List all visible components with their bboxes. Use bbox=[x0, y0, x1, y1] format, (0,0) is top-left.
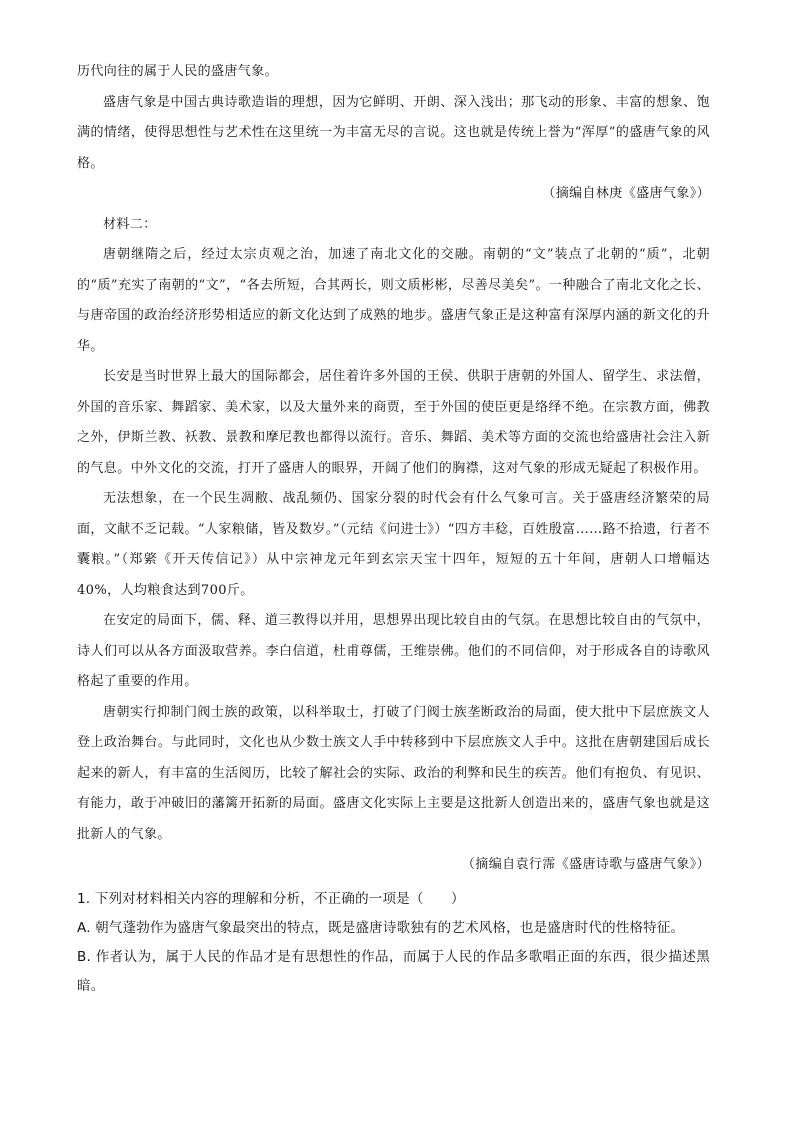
paragraph-style-summary: 盛唐气象是中国古典诗歌造诣的理想，因为它鲜明、开朗、深入浅出；那飞动的形象、丰富的想象、饱满的情绪，使得思想性与艺术性在这里统一为丰富无尽的言说。这也就是传统上誉为“浑厚”的盛唐气象的风格。 bbox=[77, 94, 710, 171]
paragraph-culture-fusion: 唐朝继隋之后，经过太宗贞观之治，加速了南北文化的交融。南朝的“文”装点了北朝的“质”，北朝的“质”充实了南朝的“文”，“各去所短，合其两长，则文质彬彬，尽善尽美矣”。一种融合了南北文化之长、与唐帝国的政治经济形势相适应的新文化达到了成熟的地步。盛唐气象正是这种富有深厚内涵的新文化的升华。 bbox=[77, 247, 710, 354]
source-citation-yuan-xingpei: （摘编自袁行霈《盛唐诗歌与盛唐气象》） bbox=[461, 857, 710, 872]
paragraph-changan-international: 长安是当时世界上最大的国际都会，居住着许多外国的王侯、供职于唐朝的外国人、留学生、求法僧，外国的音乐家、舞蹈家、美术家，以及大量外来的商贾，至于外国的使臣更是络绎不绝。在宗教方面，佛教之外，伊斯兰教、袄教、景教和摩尼教也都得以流行。音乐、舞蹈、美术等方面的交流也给盛唐社会注入新的气息。中外文化的交流，打开了盛唐人的眼界，开阔了他们的胸襟，这对气象的形成无疑起了积极作用。 bbox=[77, 369, 710, 476]
material-two-label: 材料二： bbox=[103, 216, 157, 232]
option-a: A. 朝气蓬勃作为盛唐气象最突出的特点，既是盛唐诗歌独有的艺术风格，也是盛唐时代的性格特征。 bbox=[77, 919, 685, 936]
paragraph-new-scholars: 唐朝实行抑制门阀士族的政策，以科举取士，打破了门阀士族垄断政治的局面，使大批中下层庶族文人登上政治舞台。与此同时，文化也从少数士族文人手中转移到中下层庶族文人手中。这批在唐朝建国后成长起来的新人，有丰富的生活阅历，比较了解社会的实际、政治的利弊和民生的疾苦。他们有抱负、有见识、有能力，敢于冲破旧的藩篱开拓新的局面。盛唐文化实际上主要是这批新人创造出来的，盛唐气象也就是这批新人的气象。 bbox=[77, 704, 710, 842]
paragraph-continuation: 历代向往的属于人民的盛唐气象。 bbox=[77, 64, 279, 79]
paragraph-intellectual-freedom: 在安定的局面下，儒、释、道三教得以并用，思想界出现比较自由的气氛。在思想比较自由的气氛中，诗人们可以从各方面汲取营养。李白信道，杜甫尊儒，王维崇佛。他们的不同信仰，对于形成各自的诗歌风格起了重要的作用。 bbox=[77, 613, 710, 689]
source-citation-lin-geng: （摘编自林庚《盛唐气象》） bbox=[542, 186, 710, 201]
question-stem: 1. 下列对材料相关内容的理解和分析，不正确的一项是（ ） bbox=[77, 890, 465, 907]
option-b: B. 作者认为，属于人民的作品才是有思想性的作品，而属于人民的作品多歌唱正面的东西，很少描述黑暗。 bbox=[77, 948, 710, 994]
paragraph-economic-prosperity: 无法想象，在一个民生凋敝、战乱频仍、国家分裂的时代会有什么气象可言。关于盛唐经济繁荣的局面，文献不乏记载。“人家粮储，皆及数岁。”（元结《问进士》）“四方丰稔，百姓殷富……路不拾遗，行者不囊粮。”（郑綮《开天传信记》）从中宗神龙元年到玄宗天宝十四年，短短的五十年间，唐朝人口增幅达40%，人均粮食达到700斤。 bbox=[77, 491, 710, 598]
